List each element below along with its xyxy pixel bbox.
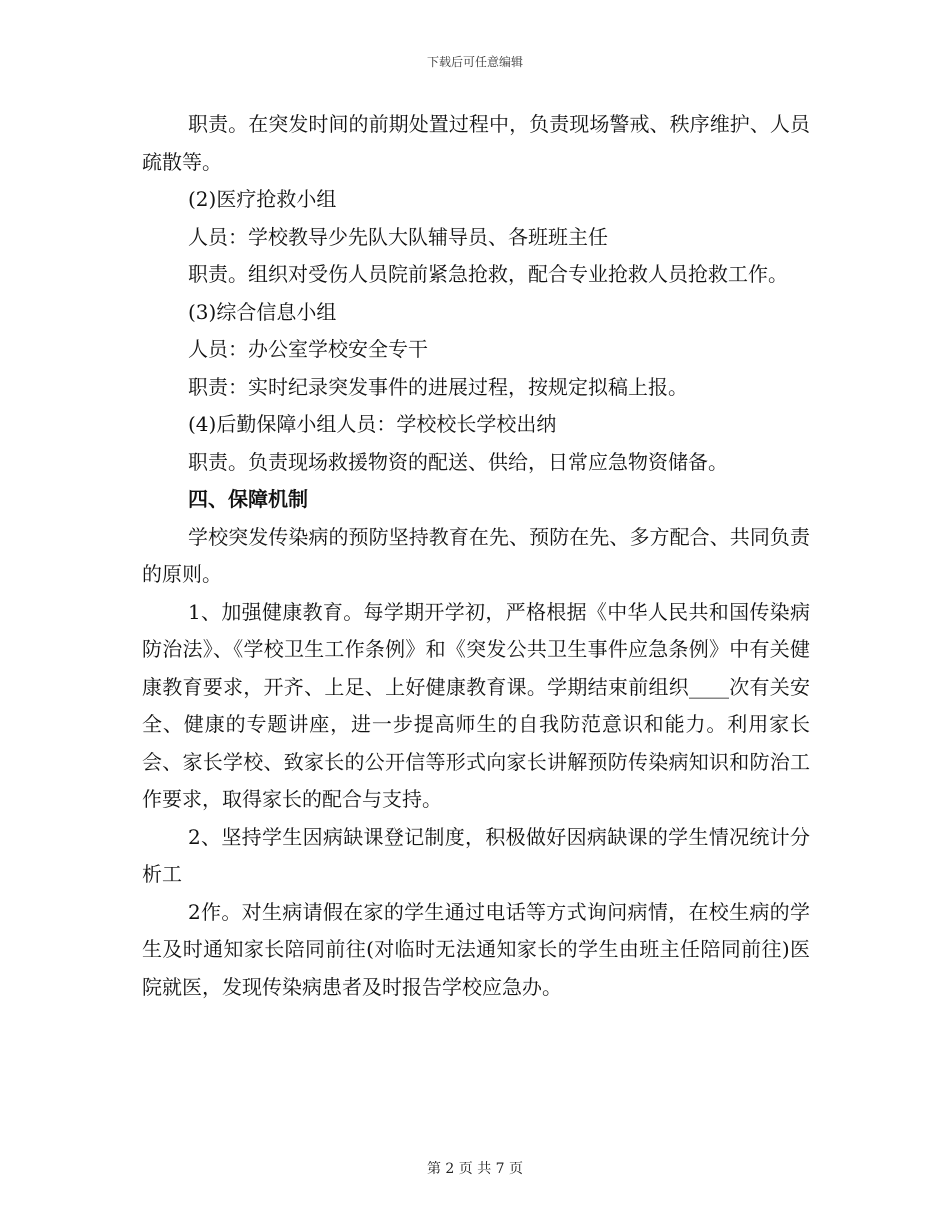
paragraph-absence-registration: 2、坚持学生因病缺课登记制度，积极做好因病缺课的学生情况统计分析工 bbox=[142, 824, 810, 886]
paragraph-medical-duty: 职责。组织对受伤人员院前紧急抢救，配合专业抢救人员抢救工作。 bbox=[188, 262, 788, 286]
page-number: 第 2 页 共 7 页 bbox=[426, 1161, 524, 1177]
paragraph-info-duty: 职责：实时纪录突发事件的进展过程，按规定拟稿上报。 bbox=[188, 374, 688, 399]
section-heading-guarantee: 四、保障机制 bbox=[188, 487, 308, 511]
page-header-note: 下载后可任意编辑 bbox=[426, 55, 523, 69]
paragraph-principle: 学校突发传染病的预防坚持教育在先、预防在先、多方配合、共同负责的原则。 bbox=[142, 524, 810, 586]
paragraph-sick-leave-handling: 2作。对生病请假在家的学生通过电话等方式询问病情，在校生病的学生及时通知家长陪同前往(对临时无法通知家长的学生由班主任陪同前往)医院就医，发现传染病患者及时报告学校应急办。 bbox=[142, 899, 810, 999]
paragraph-info-members: 人员：办公室学校安全专干 bbox=[188, 337, 428, 361]
paragraph-health-education: 1、加强健康教育。每学期开学初，严格根据《中华人民共和国传染病防治法》、《学校卫生工作条例》和《突发公共卫生事件应急条例》中有关健康教育要求，开齐、上足、上好健康教育课。学期结束前组织____次有关安全、健康的专题讲座，进一步提高师生的自我防范意识和能力。利用家长会、家长学校、致家长的公开信等形式向家长讲解预防传染病知识和防治工作要求，取得家长的配合与支持。 bbox=[142, 599, 810, 811]
heading-info-group: (3)综合信息小组 bbox=[188, 299, 337, 324]
paragraph-medical-members: 人员：学校教导少先队大队辅导员、各班班主任 bbox=[188, 224, 608, 249]
document-body bbox=[142, 106, 810, 1006]
paragraph-logistics-duty: 职责。负责现场救援物资的配送、供给，日常应急物资储备。 bbox=[188, 449, 728, 474]
heading-logistics-group: (4)后勤保障小组人员：学校校长学校出纳 bbox=[188, 412, 557, 436]
heading-medical-rescue-group: (2)医疗抢救小组 bbox=[188, 187, 337, 211]
paragraph-duty-security: 职责。在突发时间的前期处置过程中，负责现场警戒、秩序维护、人员疏散等。 bbox=[142, 112, 810, 174]
